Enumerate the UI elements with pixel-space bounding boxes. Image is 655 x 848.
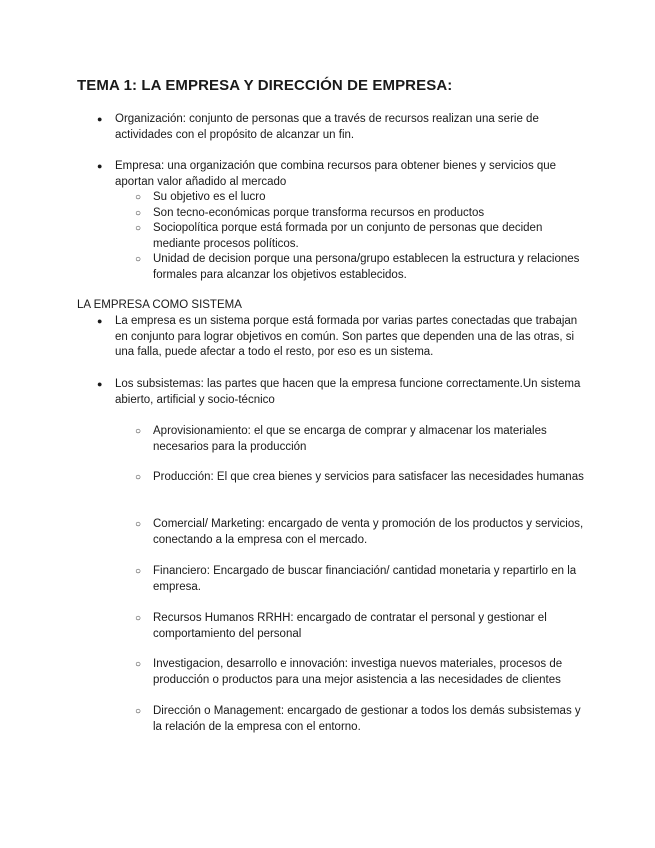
sub-list-item xyxy=(135,657,585,688)
list-item-text: Financiero: Encargado de buscar financiación/ cantidad monetaria y repartirlo en la empresa. xyxy=(153,565,577,593)
circle-bullet-icon: ○ xyxy=(135,659,142,670)
sub-list-item xyxy=(135,470,585,486)
list-item xyxy=(97,112,585,143)
sub-list-item xyxy=(135,564,585,595)
list-item-text: Unidad de decision porque una persona/grupo establecen la estructura y relaciones formales para alcanzar los objetivos establecidos. xyxy=(153,253,580,281)
list-item xyxy=(97,377,585,408)
sub-list-item xyxy=(135,517,585,548)
sub-list-item xyxy=(135,611,585,642)
section-heading: LA EMPRESA COMO SISTEMA xyxy=(77,299,242,311)
circle-bullet-icon: ○ xyxy=(135,566,142,577)
circle-bullet-icon: ○ xyxy=(135,706,142,717)
bullet-icon: ● xyxy=(97,316,103,326)
sub-list-item xyxy=(135,221,585,252)
list-item-text: Organización: conjunto de personas que a través de recursos realizan una serie de actividades con el propósito de alcanzar un fin. xyxy=(115,113,539,141)
list-item-text: La empresa es un sistema porque está formada por varias partes conectadas que trabajan en conjunto para lograr objetivos en común. Son partes que dependen una de las otras, si una falla, puede afectar a todo el resto, por eso es un sistema. xyxy=(115,315,578,358)
circle-bullet-icon: ○ xyxy=(135,223,142,234)
list-item-text: Sociopolítica porque está formada por un conjunto de personas que deciden mediante procesos políticos. xyxy=(153,222,543,250)
list-item-text: Su objetivo es el lucro xyxy=(153,191,266,203)
list-item-text: Producción: El que crea bienes y servicios para satisfacer las necesidades humanas xyxy=(153,471,584,483)
list-item-text: Son tecno-económicas porque transforma recursos en productos xyxy=(153,207,485,219)
sub-list-item xyxy=(135,206,585,222)
list-item-text: Recursos Humanos RRHH: encargado de contratar el personal y gestionar el comportamiento del personal xyxy=(153,612,547,640)
bullet-icon: ● xyxy=(97,114,103,124)
list-item-text: Los subsistemas: las partes que hacen que la empresa funcione correctamente.Un sistema abierto, artificial y socio-técnico xyxy=(115,378,581,406)
list-item xyxy=(97,159,585,190)
list-item-text: Comercial/ Marketing: encargado de venta y promoción de los productos y servicios, conectando a la empresa con el mercado. xyxy=(153,518,584,546)
list-item-text: Investigacion, desarrollo e innovación: investiga nuevos materiales, procesos de producción o productos para una mejor asistencia a las necesidades de clientes xyxy=(153,658,563,686)
circle-bullet-icon: ○ xyxy=(135,519,142,530)
circle-bullet-icon: ○ xyxy=(135,254,142,265)
list-item-text: Empresa: una organización que combina recursos para obtener bienes y servicios que aportan valor añadido al mercado xyxy=(115,160,557,188)
circle-bullet-icon: ○ xyxy=(135,613,142,624)
circle-bullet-icon: ○ xyxy=(135,192,142,203)
list-item-text: Aprovisionamiento: el que se encarga de comprar y almacenar los materiales necesarios para la producción xyxy=(153,425,547,453)
list-item xyxy=(97,314,585,361)
circle-bullet-icon: ○ xyxy=(135,208,142,219)
list-item-text: Dirección o Management: encargado de gestionar a todos los demás subsistemas y la relación de la empresa con el entorno. xyxy=(153,705,581,733)
bullet-icon: ● xyxy=(97,379,103,389)
sub-list-item xyxy=(135,190,585,206)
document-title: TEMA 1: LA EMPRESA Y DIRECCIÓN DE EMPRESA: xyxy=(77,77,453,94)
sub-list-item xyxy=(135,704,585,735)
sub-list-item xyxy=(135,252,585,283)
circle-bullet-icon: ○ xyxy=(135,426,142,437)
circle-bullet-icon: ○ xyxy=(135,472,142,483)
bullet-icon: ● xyxy=(97,161,103,171)
sub-list-item xyxy=(135,424,585,455)
